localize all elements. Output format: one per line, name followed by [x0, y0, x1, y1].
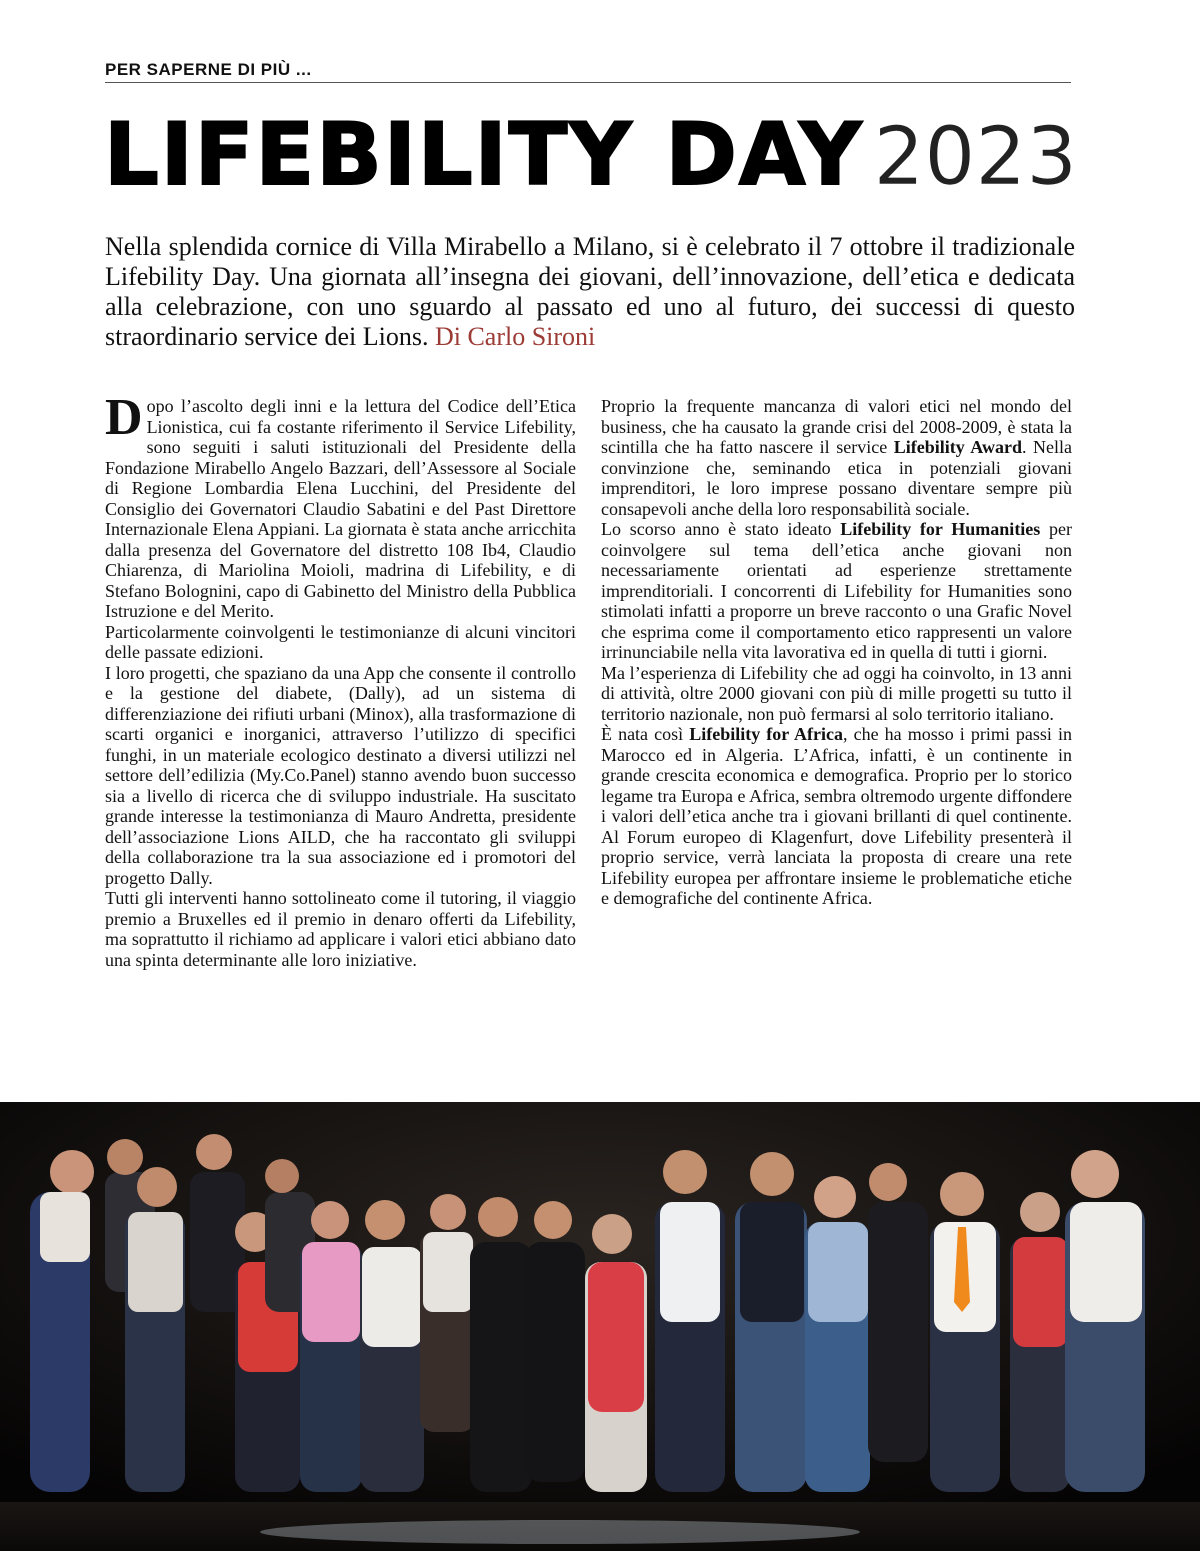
paragraph	[601, 396, 1072, 519]
paragraph: Ma l’esperienza di Lifebility che ad oggi ha coinvolto, in 13 anni di attività, oltre 2000 giovani con più di mille progetti su tutto il territorio nazionale, non può fermarsi al solo territorio italiano.	[601, 662, 1072, 724]
article-column-left	[105, 389, 576, 970]
lead-text: Nella splendida cornice di Villa Mirabello a Milano, si è celebrato il 7 ottobre il tradizionale Lifebility Day. Una giornata all’insegna dei giovani, dell’innovazione, dell’etica e dedicata alla celebrazione, con uno sguardo al passato ed uno al futuro, dei successi di questo straordinario service dei Lions.	[105, 232, 1075, 351]
paragraph: Tutti gli interventi hanno sottolineato come il tutoring, il viaggio premio a Bruxelles ed il premio in denaro offerti da Lifebility, ma soprattutto il richiamo ad applicare i valori etici abbiano dato una spinta determinante alle loro iniziative.	[105, 888, 576, 970]
bold-term: Lifebility for Humanities	[840, 519, 1041, 539]
paragraph-text: Proprio la frequente mancanza di valori etici nel mondo del business, che ha causato la grande crisi del 2008-2009, è stata la scintilla che ha fatto nascere il service	[601, 396, 1072, 457]
person	[868, 1163, 928, 1462]
section-kicker: PER SAPERNE DI PIÙ ...	[105, 60, 312, 79]
paragraph-text: , che ha mosso i primi passi in Marocco ed in Algeria. L’Africa, infatti, è un continente in grande crescita economica e demografica. Proprio per lo storico legame tra Europa e Africa, sembra oltremodo urgente diffondere i valori dell’etica anche tra i giovani brillanti di quel continente. Al Forum europeo di Klagenfurt, dove Lifebility presenterà il proprio service, verrà lanciata la proposta di creare una rete Lifebility europea per affrontare insieme le problematiche etiche e demografiche del continente Africa.	[601, 724, 1072, 908]
paragraph: Particolarmente coinvolgenti le testimonianze di alcuni vincitori delle passate edizioni.	[105, 621, 576, 662]
person	[300, 1201, 362, 1492]
paragraph-text: per coinvolgere sul tema dell’etica anche giovani non necessariamente orientati ad esperienze strettamente imprenditoriali. I concorrenti di Lifebility for Humanities sono stimolati infatti a proporre un breve racconto o una Grafic Novel che esprima come il comportamento etico rappresenti un valore irrinunciabile nella vita lavorativa ed in quella di tutti i giorni.	[601, 519, 1073, 662]
floor-light	[260, 1520, 860, 1544]
paragraph-text: Lo scorso anno è stato ideato	[601, 519, 832, 539]
paragraph	[601, 519, 1072, 663]
paragraph: I loro progetti, che spaziano da una App che consente il controllo e la gestione del diabete, (Dally), ad un sistema di differenziazione dei rifiuti urbani (Minox), alla trasformazione di scarti organici e inorganici, attraverso l’utilizzo di specifici funghi, in un materiale ecologico destinato a diversi utilizzi nel settore dell’edilizia (My.Co.Panel) stanno avendo buon successo sia a livello di ricerca che di sviluppo industriale. Ha suscitato grande interesse la testimonianza di Mauro Andretta, presidente dell’associazione Lions AILD, che ha raccontato gli sviluppi della collaborazione tra la sua associazione ed i promotori del progetto Dally.	[105, 662, 576, 888]
paragraph-text: È nata così	[601, 724, 684, 744]
title-year: 2023	[873, 110, 1078, 203]
article-column-right	[601, 396, 1072, 909]
bold-term: Lifebility Award	[893, 437, 1022, 457]
paragraph	[105, 389, 576, 622]
person	[125, 1167, 185, 1492]
paragraph-text: opo l’ascolto degli inni e la lettura del Codice dell’Etica Lionistica, cui fa costante riferimento il Service Lifebility, sono seguiti i saluti istituzionali del Presidente della Fondazione Mirabello Angelo Bazzari, dell’Assessore al Sociale di Regione Lombardia Elena Lucchini, del Presidente del Consiglio dei Governatori Claudio Sabatini e del Past Direttore Internazionale Elena Appiani. La giornata è stata anche arricchita dalla presenza del Governatore del distretto 108 Ib4, Claudio Chiarenza, di Mariolina Moioli, madrina di Lifebility, e di Stefano Bolognini, capo di Gabinetto del Ministro della Pubblica Istruzione e del Merito.	[105, 396, 576, 621]
paragraph	[601, 724, 1072, 909]
bold-term: Lifebility for Africa	[689, 724, 843, 744]
lead-paragraph	[105, 232, 1075, 352]
byline: Di Carlo Sironi	[434, 322, 596, 351]
page-title	[104, 105, 1078, 205]
person	[805, 1176, 870, 1492]
person	[30, 1150, 94, 1492]
header-rule	[105, 82, 1071, 83]
drop-cap: D	[105, 389, 143, 446]
group-photo	[0, 1102, 1200, 1551]
paragraph-text: . Nella convinzione che, seminando etica in potenziali giovani imprenditori, le loro imprese possano diventare sempre più consapevoli anche della loro responsabilità sociale.	[601, 437, 1073, 519]
group-photo-illustration	[0, 1102, 1200, 1551]
title-main: LIFEBILITY DAY	[104, 105, 864, 205]
